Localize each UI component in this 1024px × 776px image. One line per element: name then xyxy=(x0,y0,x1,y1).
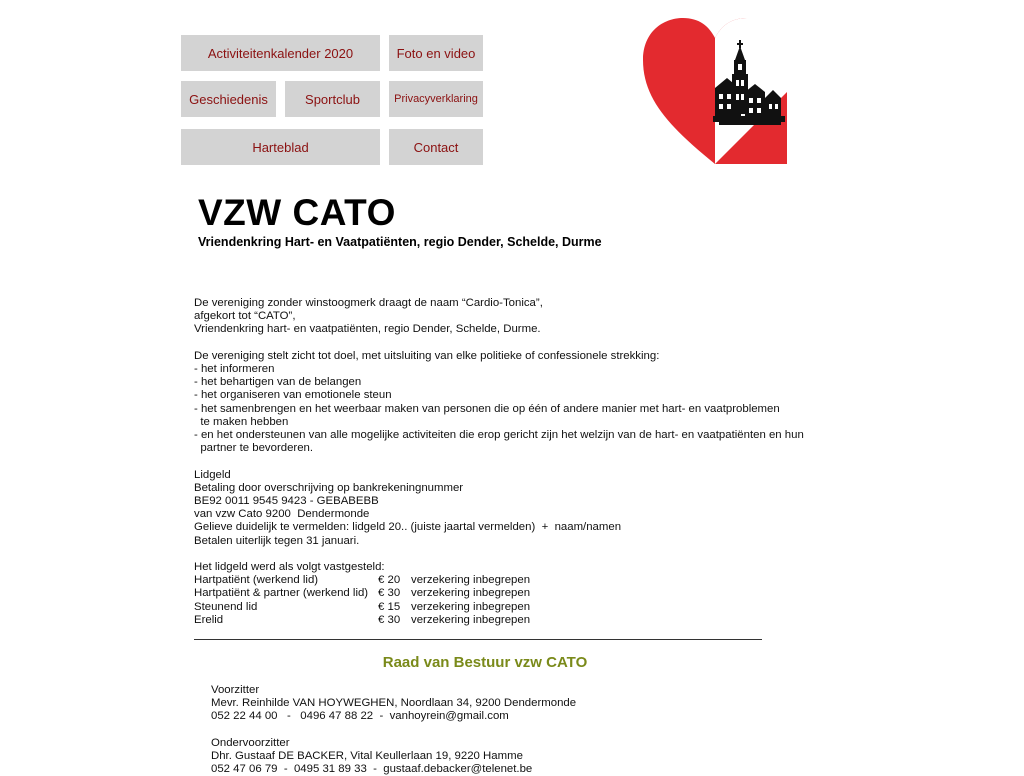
fee-row xyxy=(194,587,794,600)
fee-amount: € 15 xyxy=(378,600,401,613)
heart-church-logo-icon[interactable] xyxy=(641,18,789,166)
fees-lead: Het lidgeld werd als volgt vastgesteld: xyxy=(194,561,385,574)
nav-button-privacyverklaring[interactable]: Privacyverklaring xyxy=(389,81,483,117)
membership-line: Betalen uiterlijk tegen 31 januari. xyxy=(194,534,360,547)
fee-type: Hartpatiënt (werkend lid) xyxy=(194,574,319,587)
fee-row xyxy=(194,574,794,587)
intro-line: Vriendenkring hart- en vaatpatiënten, regio Dender, Schelde, Durme. xyxy=(194,323,541,336)
fee-type: Hartpatiënt & partner (werkend lid) xyxy=(194,587,369,600)
membership-heading: Lidgeld xyxy=(194,468,231,481)
goal-item: - het informeren xyxy=(194,363,275,375)
fee-amount: € 30 xyxy=(378,613,401,626)
nav-button-foto-video[interactable]: Foto en video xyxy=(389,35,483,71)
intro-line: De vereniging zonder winstoogmerk draagt de naam “Cardio-Tonica”, xyxy=(194,297,543,309)
goal-item: - het behartigen van de belangen xyxy=(194,376,362,389)
board-role: Ondervoorzitter xyxy=(211,736,290,749)
page-title: VZW CATO xyxy=(198,192,396,233)
board-name-address: Mevr. Reinhilde VAN HOYWEGHEN, Noordlaan 34, 9200 Dendermonde xyxy=(211,697,577,710)
goal-item: - het samenbrengen en het weerbaar maken van personen die op één of andere manier met hart- en vaatproblemen xyxy=(194,402,780,415)
section-divider xyxy=(194,639,762,640)
membership-line: van vzw Cato 9200 Dendermonde xyxy=(194,508,370,521)
nav-button-sportclub[interactable]: Sportclub xyxy=(285,81,380,117)
goal-item: partner te bevorderen. xyxy=(194,442,314,455)
goal-item: - het organiseren van emotionele steun xyxy=(194,389,392,402)
fee-type: Steunend lid xyxy=(194,600,258,613)
nav-button-harteblad[interactable]: Harteblad xyxy=(181,129,380,165)
nav-button-geschiedenis[interactable]: Geschiedenis xyxy=(181,81,276,117)
fee-note: verzekering inbegrepen xyxy=(411,587,531,600)
board-role: Voorzitter xyxy=(211,684,260,696)
intro-line: afgekort tot “CATO”, xyxy=(194,310,296,323)
board-name-address: Dhr. Gustaaf DE BACKER, Vital Keullerlaan 19, 9220 Hamme xyxy=(211,750,523,762)
goals-lead: De vereniging stelt zicht tot doel, met uitsluiting van elke politieke of confessionele strekking: xyxy=(194,349,660,362)
goal-item: te maken hebben xyxy=(194,415,289,428)
fee-note: verzekering inbegrepen xyxy=(411,613,531,626)
fee-row xyxy=(194,614,794,627)
nav-button-contact[interactable]: Contact xyxy=(389,129,483,165)
board-contact: 052 22 44 00 - 0496 47 88 22 - vanhoyrein@gmail.com xyxy=(211,710,509,723)
fee-row xyxy=(194,601,794,614)
goal-item: - en het ondersteunen van alle mogelijke activiteiten die erop gericht zijn het welzijn van de hart- en vaatpatiënten en hun xyxy=(194,429,804,442)
nav-button-activiteitenkalender[interactable]: Activiteitenkalender 2020 xyxy=(181,35,380,71)
page-subtitle: Vriendenkring Hart- en Vaatpatiënten, regio Dender, Schelde, Durme xyxy=(198,235,602,249)
fee-amount: € 20 xyxy=(378,574,401,587)
fee-note: verzekering inbegrepen xyxy=(411,574,531,587)
main-content xyxy=(194,297,804,627)
board-members xyxy=(211,684,811,776)
fee-amount: € 30 xyxy=(378,587,401,600)
membership-line: Gelieve duidelijk te vermelden: lidgeld 20.. (juiste jaartal vermelden) + naam/namen xyxy=(194,521,622,534)
bank-account-number: BE92 0011 9545 9423 - GEBABEBB xyxy=(194,495,379,508)
board-title: Raad van Bestuur vzw CATO xyxy=(382,654,588,671)
membership-line: Betaling door overschrijving op bankrekeningnummer xyxy=(194,481,464,494)
fee-note: verzekering inbegrepen xyxy=(411,600,531,613)
board-contact: 052 47 06 79 - 0495 31 89 33 - gustaaf.debacker@telenet.be xyxy=(211,763,533,776)
fee-type: Erelid xyxy=(194,613,224,626)
